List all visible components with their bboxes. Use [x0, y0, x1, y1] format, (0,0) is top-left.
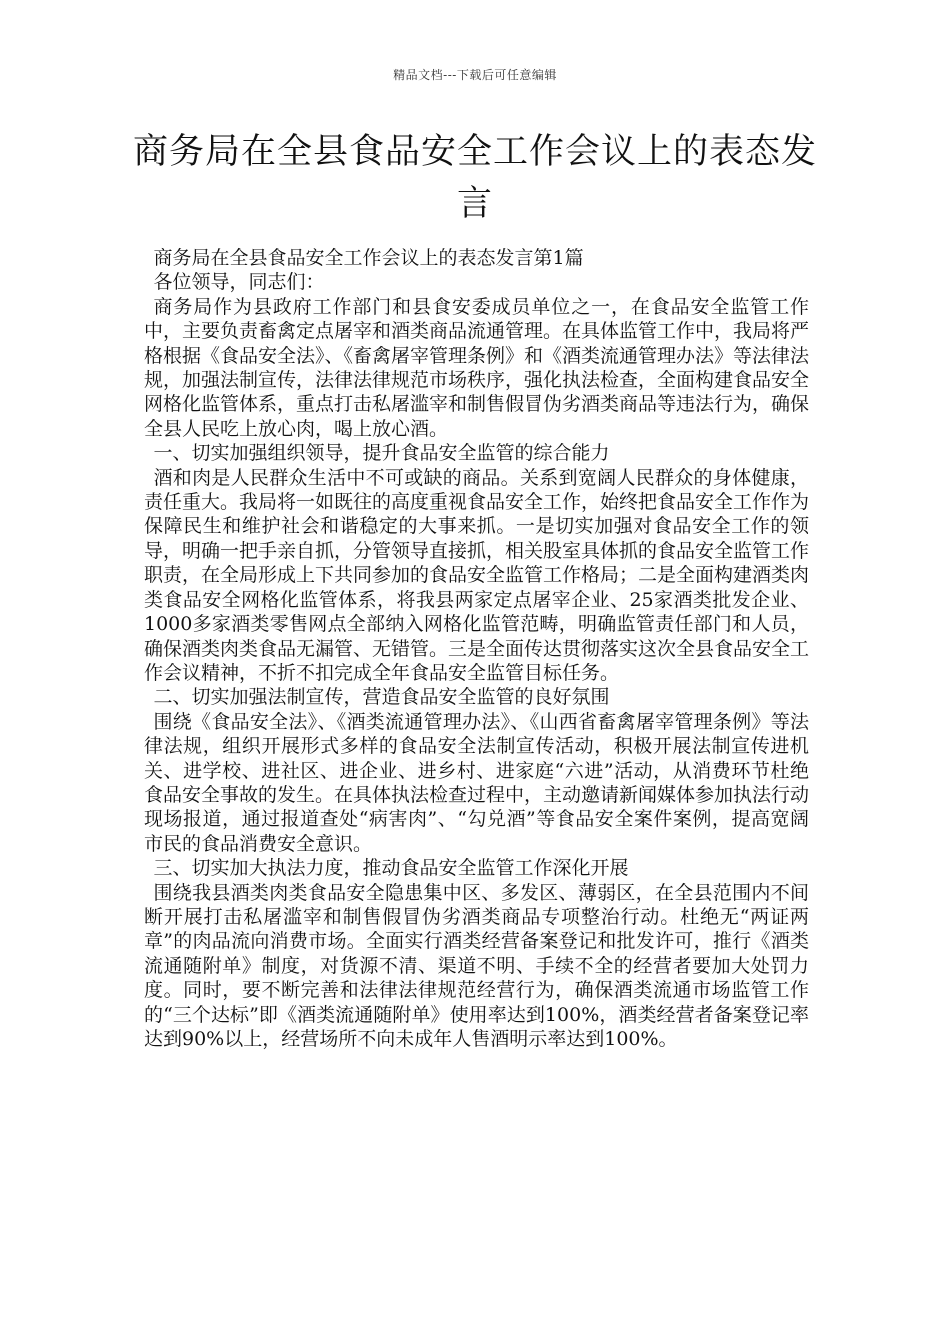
header-note: 精品文档---下载后可任意编辑 — [393, 68, 557, 82]
section-paragraph-1: 酒和肉是人民群众生活中不可或缺的商品。关系到宽阔人民群众的身体健康，责任重大。我局将一如既往的高度重视食品安全工作，始终把食品安全工作作为保障民生和维护社会和谐稳定的大事来抓。一是切实加强对食品安全工作的领导，明确一把手亲自抓，分管领导直接抓，相关股室具体抓的食品安全监管工作职责，在全局形成上下共同参加的食品安全监管工作格局；二是全面构建酒类肉类食品安全网格化监管体系，将我县两家定点屠宰企业、25家酒类批发企业、1000多家酒类零售网点全部纳入网格化监管范畴，明确监管责任部门和人员，确保酒类肉类食品无漏管、无错管。三是全面传达贯彻落实这次全县食品安全工作会议精神，不折不扣完成全年食品安全监管目标任务。 — [144, 466, 810, 684]
salutation: 各位领导，同志们： — [153, 271, 325, 294]
section-paragraph-2: 围绕《食品安全法》、《酒类流通管理办法》、《山西省畜禽屠宰管理条例》等法律法规，组织开展形式多样的食品安全法制宣传活动，积极开展法制宣传进机关、进学校、进社区、进企业、进乡村、进家庭“六进”活动，从消费环节杜绝食品安全事故的发生。在具体执法检查过程中，主动邀请新闻媒体参加执法行动现场报道，通过报道查处“病害肉”、“勾兑酒”等食品安全案件案例，提高宽阔市民的食品消费安全意识。 — [144, 710, 810, 855]
section-paragraph-3: 围绕我县酒类肉类食品安全隐患集中区、多发区、薄弱区，在全县范围内不间断开展打击私屠滥宰和制售假冒伪劣酒类商品专项整治行动。杜绝无“两证两章”的肉品流向消费市场。全面实行酒类经营备案登记和批发许可，推行《酒类流通随附单》制度，对货源不清、渠道不明、手续不全的经营者要加大处罚力度。同时，要不断完善和法律法律规范经营行为，确保酒类流通市场监管工作的“三个达标”即《酒类流通随附单》使用率达到100%，酒类经营者备案登记率达到90%以上，经营场所不向未成年人售酒明示率达到100%。 — [144, 881, 809, 1050]
intro-paragraph: 商务局作为县政府工作部门和县食安委成员单位之一，在食品安全监管工作中，主要负责畜禽定点屠宰和酒类商品流通管理。在具体监管工作中，我局将严格根据《食品安全法》、《畜禽屠宰管理条例》和《酒类流通管理办法》等法律法规，加强法制宣传，法律法律规范市场秩序，强化执法检查，全面构建食品安全网格化监管体系，重点打击私屠滥宰和制售假冒伪劣酒类商品等违法行为，确保全县人民吃上放心肉，喝上放心酒。 — [144, 295, 810, 440]
document-body — [144, 246, 809, 1051]
section-heading-2: 二、切实加强法制宣传，营造食品安全监管的良好氛围 — [153, 686, 610, 709]
section-heading-3: 三、切实加大执法力度，推动食品安全监管工作深化开展 — [153, 857, 629, 880]
section-subtitle: 商务局在全县食品安全工作会议上的表态发言第1篇 — [153, 247, 584, 269]
document-title: 商务局在全县食品安全工作会议上的表态发言 — [132, 132, 817, 224]
section-heading-1: 一、切实加强组织领导，提升食品安全监管的综合能力 — [153, 442, 610, 465]
